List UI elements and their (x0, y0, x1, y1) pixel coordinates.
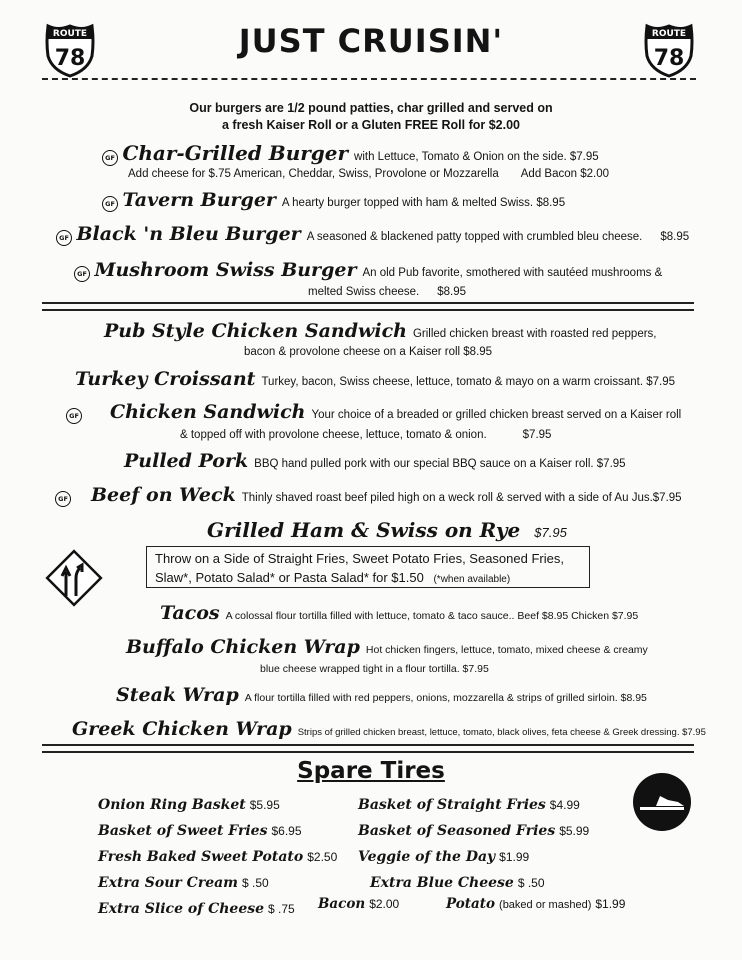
menu-item-tavern (102, 189, 565, 212)
tire-item-cheese-slice (98, 896, 337, 922)
item-price: $ .50 (517, 876, 545, 890)
menu-item-black-n-bleu (56, 223, 689, 246)
menu-item-steak-wrap (116, 684, 647, 706)
menu-item-chicken-sandwich (66, 401, 681, 424)
dashed-divider (42, 78, 696, 80)
item-name: Extra Slice of Cheese (98, 901, 265, 917)
shield-top-text: ROUTE (651, 29, 687, 39)
tire-item-sweet-fries (98, 818, 337, 844)
item-name: Veggie of the Day (358, 849, 496, 865)
tire-item-straight-fries (358, 792, 589, 818)
item-name: Pub Style Chicken Sandwich (104, 320, 407, 342)
sides-line-2: Slaw*, Potato Salad* or Pasta Salad* for $1.50 (155, 570, 424, 585)
item-name: Mushroom Swiss Burger (94, 259, 357, 281)
item-desc: A seasoned & blackened patty topped with crumbled bleu cheese. (306, 231, 643, 243)
menu-item-pub-chicken (104, 320, 657, 342)
item-price: $8.95 (437, 286, 466, 298)
item-name: Onion Ring Basket (98, 797, 246, 813)
item-desc: Your choice of a breaded or grilled chicken breast served on a Kaiser roll (311, 409, 682, 421)
tire-item-sour-cream (98, 870, 337, 896)
item-name: Steak Wrap (116, 684, 239, 706)
item-desc: Turkey, bacon, Swiss cheese, lettuce, tomato & mayo on a warm croissant. $7.95 (261, 376, 676, 388)
spare-tires-left-col (98, 792, 337, 922)
item-price: $5.99 (559, 824, 590, 838)
item-desc-cont: & topped off with provolone cheese, lettuce, tomato & onion. (180, 429, 487, 441)
addon-bacon-text: Add Bacon $2.00 (520, 168, 609, 180)
chicken-desc-cont (180, 429, 551, 441)
item-name: Basket of Seasoned Fries (358, 823, 556, 839)
gluten-free-icon: GF (55, 491, 71, 507)
item-name: Fresh Baked Sweet Potato (98, 849, 304, 865)
item-desc-cont: melted Swiss cheese. (308, 286, 420, 298)
tire-item-seasoned-fries (358, 818, 589, 844)
item-name: Tavern Burger (122, 189, 276, 211)
item-price: $2.00 (369, 897, 400, 911)
menu-item-ham-swiss (207, 518, 567, 542)
item-desc-cont: bacon & provolone cheese on a Kaiser roll $8.95 (244, 346, 493, 358)
car-tire-icon (632, 772, 692, 832)
tire-item-blue-cheese (370, 870, 589, 896)
shield-number: 78 (54, 46, 86, 71)
item-name: Turkey Croissant (75, 368, 256, 390)
item-price: $7.95 (534, 525, 567, 540)
intro-line-2: a fresh Kaiser Roll or a Gluten FREE Roll for $2.00 (222, 118, 520, 132)
item-price: $7.95 (522, 429, 552, 441)
section-title: Spare Tires (297, 758, 445, 784)
item-desc: An old Pub favorite, smothered with sautéed mushrooms & (362, 267, 663, 279)
item-name: Basket of Straight Fries (358, 797, 546, 813)
item-desc: A flour tortilla filled with red peppers, onions, mozzarella & strips of grilled sirloin. $8.95 (244, 692, 647, 704)
gluten-free-icon: GF (74, 266, 90, 282)
menu-item-beef-on-weck (55, 484, 682, 507)
mushroom-desc-cont (308, 286, 466, 298)
addon-cheese-text: Add cheese for $.75 American, Cheddar, Swiss, Provolone or Mozzarella (128, 168, 499, 180)
item-price: $6.95 (271, 824, 302, 838)
item-price: $1.99 (595, 897, 626, 911)
menu-item-buffalo-wrap (126, 636, 648, 658)
item-price: $2.50 (307, 850, 338, 864)
tire-item-potato (446, 896, 625, 912)
cheese-addon (128, 168, 609, 180)
item-name: Char-Grilled Burger (122, 141, 349, 165)
sides-box (146, 546, 590, 588)
item-price: $ .75 (268, 902, 295, 916)
item-name: Extra Sour Cream (98, 875, 238, 891)
intro-line-1: Our burgers are 1/2 pound patties, char grilled and served on (189, 101, 553, 115)
item-name: Bacon (318, 896, 366, 912)
tire-item-veggie (358, 844, 589, 870)
tire-item-bacon (318, 896, 399, 912)
tire-item-sweet-potato (98, 844, 337, 870)
item-name: Black 'n Bleu Burger (76, 223, 301, 245)
burger-intro (0, 100, 742, 134)
item-desc: Hot chicken fingers, lettuce, tomato, mixed cheese & creamy (365, 644, 648, 656)
item-name: Potato (446, 896, 496, 912)
pub-desc-cont (244, 346, 492, 358)
double-divider (42, 302, 694, 311)
gluten-free-icon: GF (102, 196, 118, 212)
item-name: Beef on Weck (91, 484, 236, 506)
menu-item-turkey-croissant (75, 368, 675, 390)
item-desc: A hearty burger topped with ham & melted Swiss. $8.95 (281, 197, 566, 209)
sides-note: (*when available) (433, 574, 511, 585)
item-desc: Grilled chicken breast with roasted red peppers, (412, 328, 657, 340)
item-name: Basket of Sweet Fries (98, 823, 268, 839)
item-name: Chicken Sandwich (110, 401, 306, 423)
item-price: $5.95 (249, 798, 280, 812)
menu-item-char-grilled (102, 141, 599, 166)
gluten-free-icon: GF (66, 408, 82, 424)
item-note: (baked or mashed) (499, 899, 592, 911)
shield-top-text: ROUTE (52, 29, 88, 39)
double-divider (42, 744, 694, 753)
item-name: Greek Chicken Wrap (72, 718, 292, 740)
buffalo-desc-cont (260, 663, 489, 675)
sides-line-1: Throw on a Side of Straight Fries, Sweet Potato Fries, Seasoned Fries, (155, 551, 564, 566)
lane-merge-sign-icon (42, 546, 106, 610)
page-title: JUST CRUISIN' (238, 22, 504, 60)
item-name: Tacos (160, 602, 220, 624)
item-price: $4.99 (549, 798, 580, 812)
item-price: $1.99 (499, 850, 530, 864)
item-name: Grilled Ham & Swiss on Rye (207, 518, 521, 542)
shield-number: 78 (653, 46, 685, 71)
item-desc: A colossal flour tortilla filled with lettuce, tomato & taco sauce.. Beef $8.95 Chicken $7.95 (225, 610, 639, 622)
item-name: Pulled Pork (124, 450, 249, 472)
item-desc: with Lettuce, Tomato & Onion on the side. $7.95 (354, 151, 599, 163)
item-desc: BBQ hand pulled pork with our special BBQ sauce on a Kaiser roll. $7.95 (254, 458, 626, 470)
gluten-free-icon: GF (56, 230, 72, 246)
menu-item-mushroom-swiss (74, 259, 662, 282)
menu-item-tacos (160, 602, 638, 624)
menu-item-greek-wrap (72, 718, 706, 740)
item-price: $ .50 (242, 876, 269, 890)
item-name: Buffalo Chicken Wrap (126, 636, 360, 658)
item-name: Extra Blue Cheese (370, 875, 514, 891)
tire-item-onion (98, 792, 337, 818)
item-desc: Strips of grilled chicken breast, lettuce, tomato, black olives, feta cheese & Greek dressing. $7.95 (297, 727, 706, 738)
gluten-free-icon: GF (102, 150, 118, 166)
item-price: $8.95 (660, 231, 690, 243)
item-desc-cont: blue cheese wrapped tight in a flour tortilla. $7.95 (260, 663, 489, 675)
menu-item-pulled-pork (124, 450, 626, 472)
spare-tires-title (0, 758, 742, 784)
item-desc: Thinly shaved roast beef piled high on a weck roll & served with a side of Au Jus.$7.95 (241, 492, 682, 504)
spare-tires-right-col (358, 792, 589, 896)
